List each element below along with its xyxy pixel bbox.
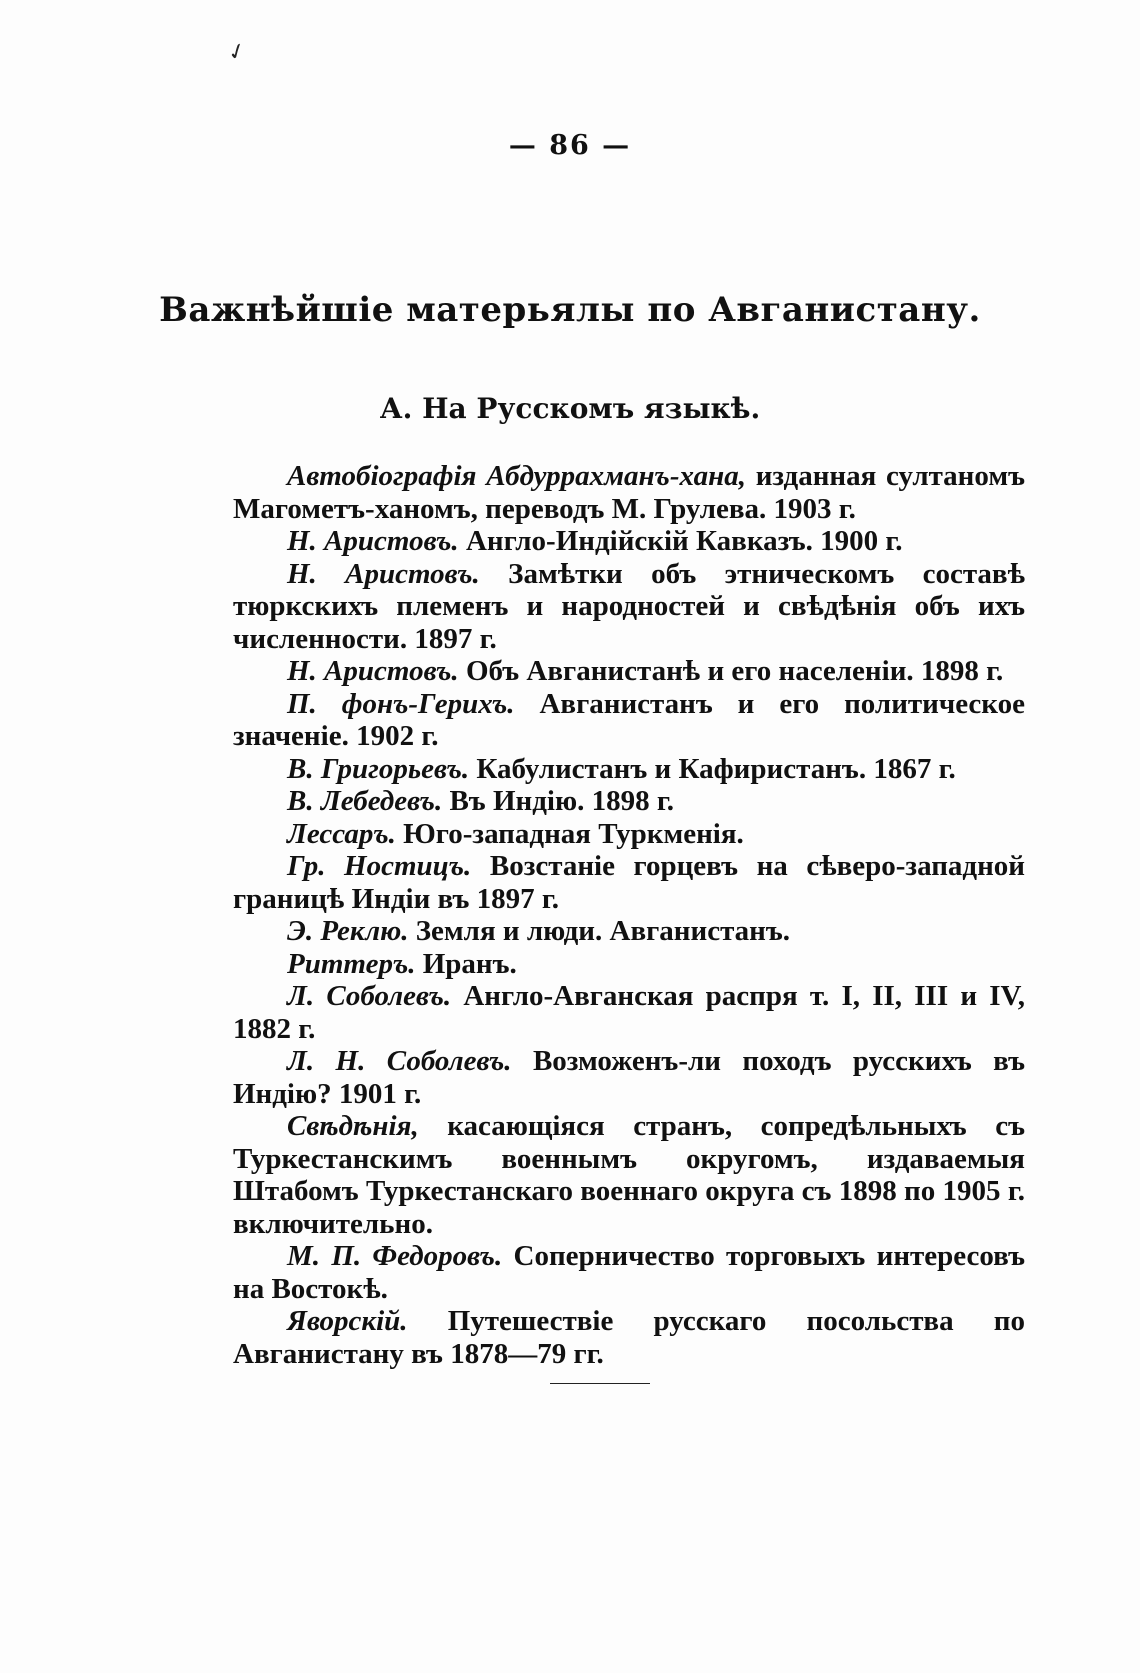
- entry-author: В. Лебедевъ.: [287, 785, 443, 817]
- entry-text: Возстаніе горцевъ на сѣверо-западной границѣ Индіи въ 1897 г.: [233, 850, 1025, 915]
- entry-text: Кабулистанъ и Кафиристанъ. 1867 г.: [469, 752, 956, 785]
- entry-text: Въ Индію. 1898 г.: [442, 785, 675, 817]
- bibliography-entry: [233, 1305, 1025, 1370]
- bibliography-entry: [233, 558, 1025, 656]
- entry-author: Н. Аристовъ.: [287, 525, 459, 557]
- entry-text: изданная султаномъ Магометъ-ханомъ, переводъ М. Грулева. 1903 г.: [233, 460, 1026, 525]
- entry-author: М. П. Федоровъ.: [287, 1240, 503, 1272]
- entry-text: Юго-западная Туркменія.: [395, 817, 744, 850]
- entry-text: Авганистанъ и его политическое значеніе. 1902 г.: [233, 687, 1026, 752]
- entry-author: Э. Реклю.: [287, 915, 409, 947]
- bibliography-entry: [233, 1240, 1025, 1305]
- entry-author: Л. Соболевъ.: [287, 980, 452, 1012]
- section-heading: А. На Русскомъ языкѣ.: [379, 392, 761, 425]
- entry-text: Земля и люди. Авганистанъ.: [408, 915, 791, 947]
- entry-author: П. фонъ-Герихъ.: [287, 687, 515, 720]
- bibliography-entry: [233, 525, 1025, 558]
- bibliography-entry: [233, 948, 1025, 981]
- page-title: Важнѣйшіе матерьялы по Авганистану.: [159, 290, 981, 330]
- bibliography-entry: [233, 753, 1025, 786]
- end-rule-divider: [550, 1383, 650, 1384]
- entry-author: Риттеръ.: [287, 947, 416, 980]
- entry-text: Соперничество торговыхъ интересовъ на Востокѣ.: [233, 1240, 1026, 1305]
- entry-text: Замѣтки объ этническомъ составѣ тюркскихъ племенъ и народностей и свѣдѣнія объ ихъ численности. 1897 г.: [233, 557, 1025, 655]
- entry-author: Н. Аристовъ.: [287, 557, 480, 590]
- entry-author: Автобіографія Абдуррахманъ-хана,: [287, 460, 746, 492]
- entry-text: Объ Авганистанѣ и его населеніи. 1898 г.: [458, 655, 1004, 687]
- entry-text: касающіяся странъ, сопредѣльныхъ съ Туркестанскимъ военнымъ округомъ, издаваемыя Штабомъ Туркестанскаго военнаго округа съ 1898 по 1905 г. включительно.: [233, 1110, 1025, 1240]
- bibliography-entry: [233, 818, 1025, 851]
- bibliography-list: [233, 460, 1025, 1370]
- bibliography-entry: [233, 460, 1025, 525]
- bibliography-entry: [233, 1110, 1025, 1240]
- pencil-check-mark: ✓: [224, 37, 251, 68]
- entry-author: Гр. Ностицъ.: [287, 850, 472, 882]
- entry-author: Лессаръ.: [287, 817, 396, 850]
- entry-author: В. Григорьевъ.: [287, 752, 470, 785]
- bibliography-entry: [233, 785, 1025, 818]
- entry-text: Англо-Авганская распря т. I, II, III и IV, 1882 г.: [233, 980, 1025, 1045]
- entry-text: Путешествіе русскаго посольства по Авганистану въ 1878—79 гг.: [233, 1305, 1025, 1370]
- bibliography-entry: [233, 915, 1025, 948]
- bibliography-entry: [233, 655, 1025, 688]
- bibliography-entry: [233, 1045, 1025, 1110]
- entry-author: Н. Аристовъ.: [287, 655, 459, 687]
- bibliography-entry: [233, 688, 1025, 753]
- entry-author: Л. Н. Соболевъ.: [287, 1045, 512, 1077]
- entry-text: Возможенъ-ли походъ русскихъ въ Индію? 1901 г.: [233, 1045, 1025, 1110]
- entry-author: Яворскій.: [287, 1305, 408, 1337]
- page-number: — 86 —: [508, 130, 632, 161]
- entry-text: Иранъ.: [415, 947, 517, 980]
- entry-text: Англо-Индійскій Кавказъ. 1900 г.: [458, 525, 903, 557]
- bibliography-entry: [233, 980, 1025, 1045]
- entry-author: Свѣдѣнія,: [287, 1110, 419, 1142]
- bibliography-entry: [233, 850, 1025, 915]
